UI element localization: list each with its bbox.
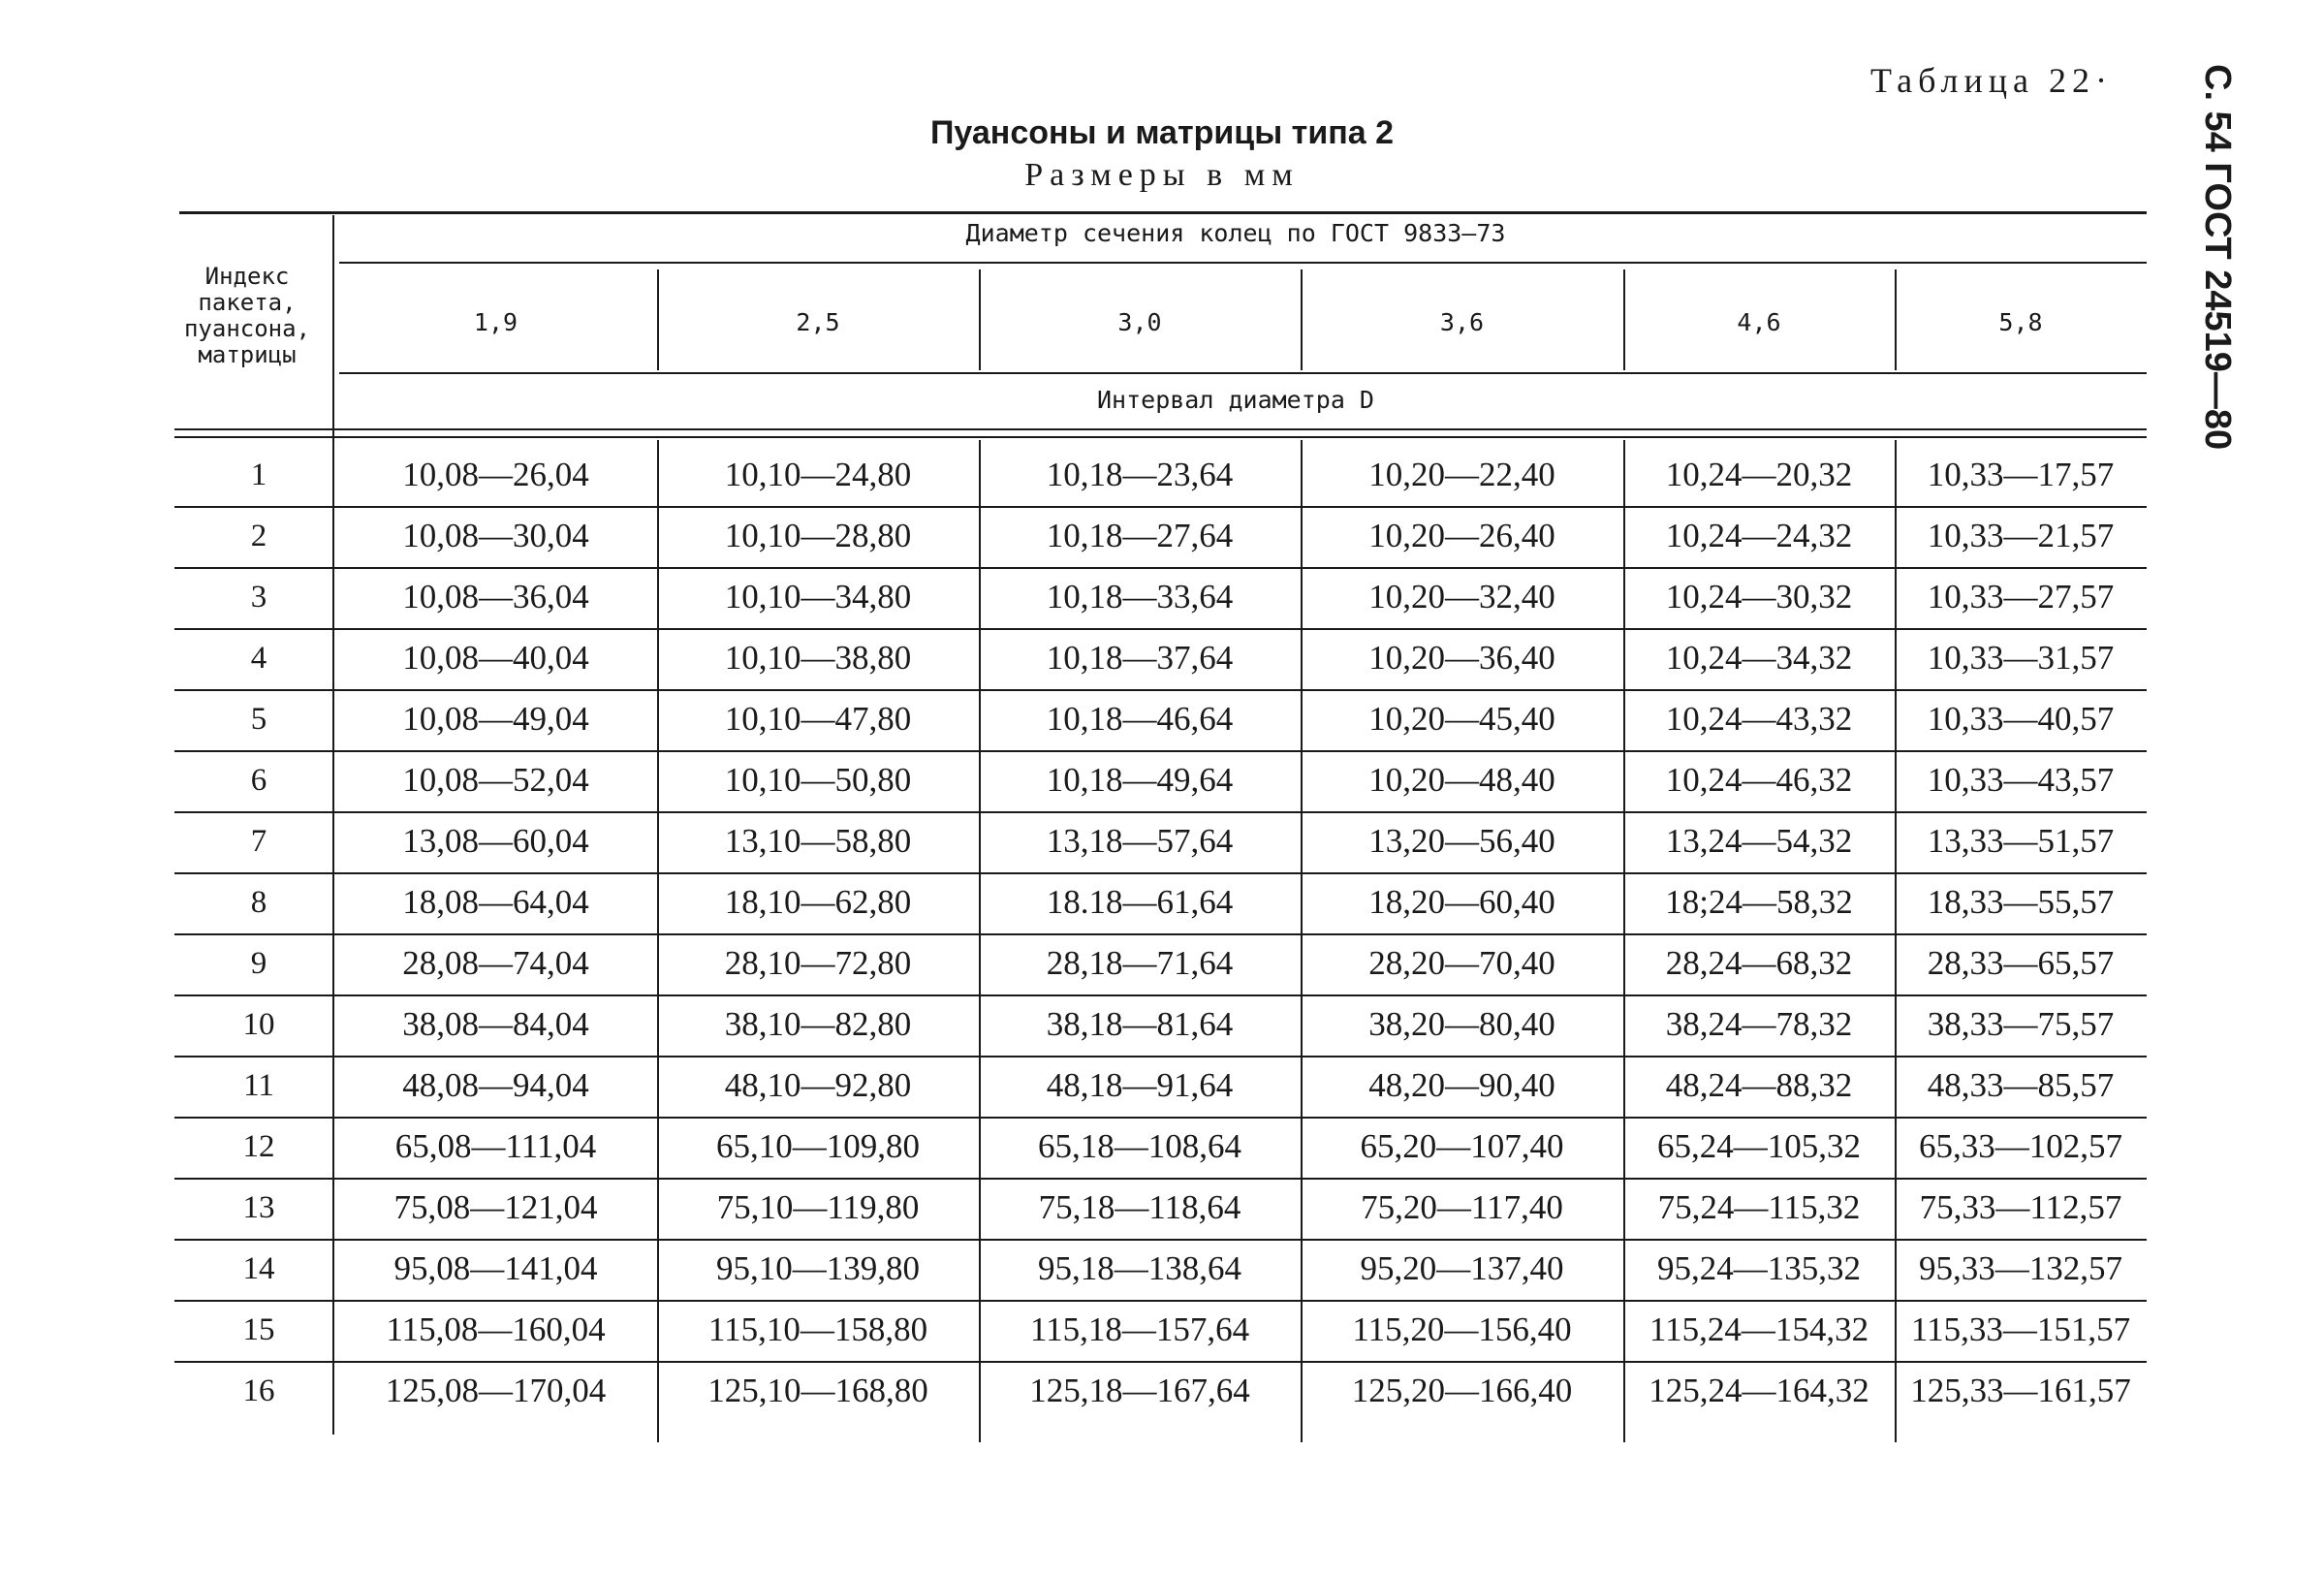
row-index: 9 bbox=[250, 946, 267, 981]
interval-cell: 65,24—105,32 bbox=[1657, 1127, 1861, 1165]
row-index: 16 bbox=[242, 1373, 275, 1408]
interval-cell: 10,24—46,32 bbox=[1665, 761, 1853, 799]
interval-cell: 115,33—151,57 bbox=[1910, 1310, 2131, 1348]
row-separator bbox=[174, 567, 2147, 569]
group-header: Диаметр сечения колец по ГОСТ 9833—73 bbox=[965, 219, 1506, 247]
interval-cell: 75,20—117,40 bbox=[1361, 1188, 1563, 1226]
row-index: 13 bbox=[242, 1190, 275, 1225]
row-index: 7 bbox=[250, 824, 267, 859]
interval-cell: 48,20—90,40 bbox=[1368, 1066, 1555, 1104]
interval-cell: 95,20—137,40 bbox=[1360, 1249, 1564, 1287]
interval-cell: 75,33—112,57 bbox=[1919, 1188, 2122, 1226]
interval-cell: 28,33—65,57 bbox=[1927, 944, 2115, 982]
diameter-header: 5,8 bbox=[1998, 308, 2043, 336]
row-separator bbox=[174, 628, 2147, 630]
diameter-header: 3,6 bbox=[1439, 308, 1485, 336]
interval-cell: 10,24—34,32 bbox=[1665, 639, 1853, 677]
interval-cell: 115,24—154,32 bbox=[1649, 1310, 1869, 1348]
interval-cell: 65,20—107,40 bbox=[1360, 1127, 1564, 1165]
interval-cell: 10,33—21,57 bbox=[1927, 517, 2115, 554]
table-number-label: Таблица 22· bbox=[1870, 61, 2113, 100]
interval-cell: 10,20—36,40 bbox=[1368, 639, 1555, 677]
interval-cell: 28,20—70,40 bbox=[1368, 944, 1555, 982]
interval-cell: 115,10—158,80 bbox=[707, 1310, 928, 1348]
diameter-header: 3,0 bbox=[1117, 308, 1162, 336]
interval-cell: 38,18—81,64 bbox=[1046, 1005, 1234, 1043]
interval-cell: 28,10—72,80 bbox=[724, 944, 912, 982]
index-header-line: матрицы bbox=[198, 341, 297, 368]
interval-cell: 10,10—50,80 bbox=[724, 761, 912, 799]
table-subtitle: Размеры в мм bbox=[1024, 157, 1300, 193]
interval-cell: 95,33—132,57 bbox=[1919, 1249, 2122, 1287]
interval-cell: 48,08—94,04 bbox=[402, 1066, 589, 1104]
row-separator bbox=[174, 1178, 2147, 1180]
interval-cell: 10,33—31,57 bbox=[1927, 639, 2115, 677]
row-separator bbox=[174, 1300, 2147, 1302]
index-header-line: пуансона, bbox=[183, 315, 311, 342]
row-separator bbox=[174, 933, 2147, 935]
row-separator bbox=[174, 689, 2147, 691]
row-separator bbox=[174, 1117, 2147, 1119]
interval-cell: 28,08—74,04 bbox=[402, 944, 589, 982]
interval-cell: 48,24—88,32 bbox=[1665, 1066, 1853, 1104]
interval-cell: 125,10—168,80 bbox=[707, 1372, 928, 1409]
row-separator bbox=[174, 872, 2147, 874]
interval-cell: 10,08—26,04 bbox=[402, 456, 589, 493]
interval-cell: 10,18—46,64 bbox=[1046, 700, 1234, 738]
index-column-header bbox=[155, 264, 339, 368]
interval-cell: 18,20—60,40 bbox=[1368, 883, 1555, 921]
row-separator bbox=[174, 811, 2147, 813]
interval-header: Интервал диаметра D bbox=[1097, 386, 1374, 414]
interval-cell: 75,08—121,04 bbox=[393, 1188, 598, 1226]
interval-cell: 28,24—68,32 bbox=[1665, 944, 1853, 982]
interval-cell: 115,20—156,40 bbox=[1352, 1310, 1572, 1348]
interval-cell: 13,33—51,57 bbox=[1927, 822, 2115, 860]
interval-cell: 18,10—62,80 bbox=[724, 883, 912, 921]
interval-cell: 38,24—78,32 bbox=[1665, 1005, 1853, 1043]
interval-cell: 10,18—23,64 bbox=[1046, 456, 1234, 493]
diameter-header: 1,9 bbox=[473, 308, 518, 336]
interval-cell: 18.18—61,64 bbox=[1046, 883, 1234, 921]
interval-cell: 10,08—52,04 bbox=[402, 761, 589, 799]
table-title: Пуансоны и матрицы типа 2 bbox=[929, 114, 1395, 151]
interval-cell: 10,33—43,57 bbox=[1927, 761, 2115, 799]
interval-cell: 125,24—164,32 bbox=[1649, 1372, 1869, 1409]
interval-cell: 95,08—141,04 bbox=[393, 1249, 598, 1287]
interval-cell: 65,18—108,64 bbox=[1038, 1127, 1241, 1165]
row-separator bbox=[174, 994, 2147, 996]
interval-cell: 10,20—45,40 bbox=[1368, 700, 1555, 738]
interval-cell: 10,18—27,64 bbox=[1046, 517, 1234, 554]
interval-cell: 10,08—36,04 bbox=[402, 578, 589, 615]
row-index: 1 bbox=[250, 458, 267, 492]
row-index: 6 bbox=[250, 763, 267, 798]
row-separator bbox=[174, 1361, 2147, 1363]
interval-cell: 65,08—111,04 bbox=[394, 1127, 597, 1165]
index-header-line: пакета, bbox=[198, 289, 297, 316]
top-rule bbox=[179, 211, 2147, 214]
diameter-header: 2,5 bbox=[796, 308, 840, 336]
interval-cell: 18,33—55,57 bbox=[1927, 883, 2115, 921]
interval-cell: 10,24—24,32 bbox=[1665, 517, 1853, 554]
interval-cell: 115,08—160,04 bbox=[386, 1310, 606, 1348]
header-bottom-rule bbox=[174, 428, 2147, 430]
row-index: 14 bbox=[242, 1251, 275, 1286]
interval-cell: 10,33—17,57 bbox=[1927, 456, 2115, 493]
interval-cell: 10,20—32,40 bbox=[1368, 578, 1555, 615]
interval-cell: 10,10—47,80 bbox=[724, 700, 912, 738]
row-index: 15 bbox=[242, 1312, 275, 1347]
interval-cell: 10,20—22,40 bbox=[1368, 456, 1555, 493]
interval-cell: 10,10—38,80 bbox=[724, 639, 912, 677]
interval-cell: 75,24—115,32 bbox=[1657, 1188, 1861, 1226]
interval-cell: 125,18—167,64 bbox=[1029, 1372, 1250, 1409]
interval-cell: 75,10—119,80 bbox=[716, 1188, 920, 1226]
row-index: 11 bbox=[243, 1068, 274, 1103]
row-index: 4 bbox=[250, 641, 267, 676]
row-separator bbox=[174, 506, 2147, 508]
index-header-line: Индекс bbox=[204, 263, 290, 290]
group-header-rule bbox=[339, 262, 2147, 264]
interval-cell: 10,18—33,64 bbox=[1046, 578, 1234, 615]
interval-cell: 10,24—20,32 bbox=[1665, 456, 1853, 493]
interval-cell: 28,18—71,64 bbox=[1046, 944, 1234, 982]
interval-cell: 115,18—157,64 bbox=[1029, 1310, 1250, 1348]
interval-cell: 75,18—118,64 bbox=[1038, 1188, 1241, 1226]
interval-cell: 10,24—30,32 bbox=[1665, 578, 1853, 615]
interval-cell: 10,08—49,04 bbox=[402, 700, 589, 738]
interval-cell: 38,10—82,80 bbox=[724, 1005, 912, 1043]
row-index: 3 bbox=[250, 580, 267, 615]
interval-cell: 13,20—56,40 bbox=[1368, 822, 1555, 860]
interval-cell: 125,33—161,57 bbox=[1910, 1372, 2131, 1409]
row-index: 12 bbox=[242, 1129, 275, 1164]
interval-cell: 125,08—170,04 bbox=[385, 1372, 607, 1409]
interval-cell: 10,10—28,80 bbox=[724, 517, 912, 554]
page-side-label: С. 54 ГОСТ 24519—80 bbox=[2197, 64, 2238, 451]
row-index: 2 bbox=[250, 519, 267, 553]
row-index: 5 bbox=[250, 702, 267, 737]
interval-cell: 10,20—48,40 bbox=[1368, 761, 1555, 799]
interval-cell: 38,08—84,04 bbox=[402, 1005, 589, 1043]
header-bottom-rule bbox=[174, 436, 2147, 438]
interval-cell: 13,10—58,80 bbox=[724, 822, 912, 860]
interval-cell: 48,10—92,80 bbox=[724, 1066, 912, 1104]
interval-cell: 38,33—75,57 bbox=[1927, 1005, 2115, 1043]
interval-cell: 18;24—58,32 bbox=[1665, 883, 1853, 921]
interval-cell: 125,20—166,40 bbox=[1351, 1372, 1573, 1409]
interval-cell: 65,10—109,80 bbox=[716, 1127, 920, 1165]
interval-cell: 10,33—27,57 bbox=[1927, 578, 2115, 615]
interval-cell: 13,24—54,32 bbox=[1665, 822, 1853, 860]
row-separator bbox=[174, 750, 2147, 752]
interval-cell: 10,08—40,04 bbox=[402, 639, 589, 677]
interval-cell: 95,18—138,64 bbox=[1038, 1249, 1241, 1287]
interval-cell: 10,20—26,40 bbox=[1368, 517, 1555, 554]
interval-cell: 10,33—40,57 bbox=[1927, 700, 2115, 738]
interval-cell: 48,33—85,57 bbox=[1927, 1066, 2115, 1104]
interval-cell: 13,08—60,04 bbox=[402, 822, 589, 860]
row-index: 8 bbox=[250, 885, 267, 920]
diameter-header-rule bbox=[339, 372, 2147, 374]
interval-cell: 10,24—43,32 bbox=[1665, 700, 1853, 738]
interval-cell: 18,08—64,04 bbox=[402, 883, 589, 921]
interval-cell: 38,20—80,40 bbox=[1368, 1005, 1555, 1043]
interval-cell: 10,08—30,04 bbox=[402, 517, 589, 554]
interval-cell: 10,10—34,80 bbox=[724, 578, 912, 615]
interval-cell: 10,18—37,64 bbox=[1046, 639, 1234, 677]
interval-cell: 95,10—139,80 bbox=[716, 1249, 920, 1287]
interval-cell: 10,10—24,80 bbox=[724, 456, 912, 493]
interval-cell: 95,24—135,32 bbox=[1657, 1249, 1861, 1287]
interval-cell: 65,33—102,57 bbox=[1919, 1127, 2122, 1165]
row-separator bbox=[174, 1239, 2147, 1241]
row-separator bbox=[174, 1056, 2147, 1057]
interval-cell: 10,18—49,64 bbox=[1046, 761, 1234, 799]
interval-cell: 13,18—57,64 bbox=[1046, 822, 1234, 860]
interval-cell: 48,18—91,64 bbox=[1046, 1066, 1234, 1104]
diameter-header: 4,6 bbox=[1737, 308, 1781, 336]
row-index: 10 bbox=[242, 1007, 275, 1042]
